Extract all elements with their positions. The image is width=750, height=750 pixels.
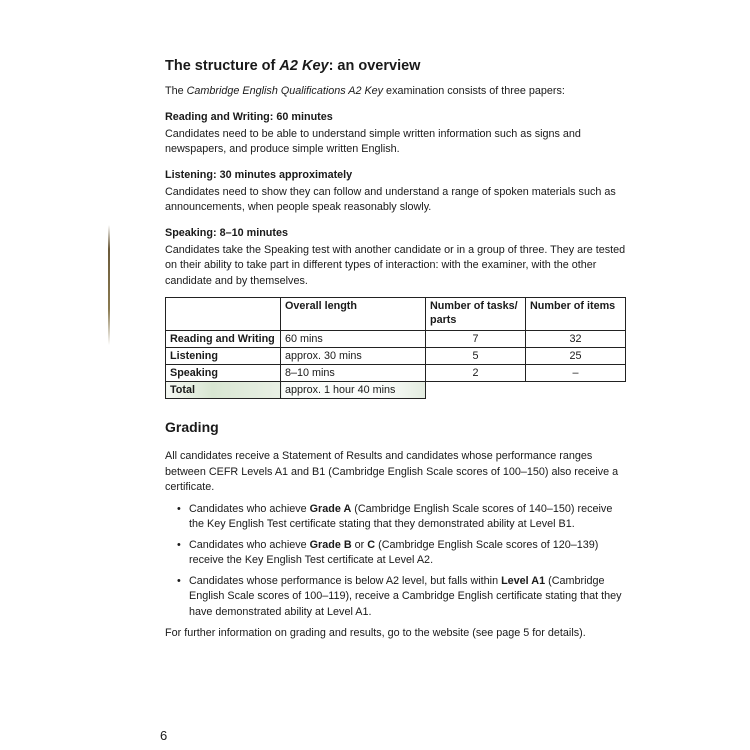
row-label: Speaking — [166, 365, 281, 382]
cell: 2 — [426, 365, 526, 382]
row-label: Total — [166, 382, 281, 399]
section-speaking — [165, 226, 630, 290]
overview-table — [165, 297, 626, 399]
section-body: Candidates need to show they can follow and understand a range of spoken materials such as announcements, when people speak reasonably slowly. — [165, 185, 616, 213]
page-number: 6 — [160, 728, 168, 743]
list-item: • Candidates whose performance is below A2 level, but falls within Level A1 (Cambridge English Scale scores of 100–119), receive a Cambridge English certificate stating that they have demonstrated ability at Level A1. — [177, 574, 630, 621]
section-listening — [165, 168, 630, 216]
table-row — [166, 365, 626, 382]
header-cell: Overall length — [281, 298, 426, 331]
grading-title: Grading — [165, 419, 219, 435]
section-title: Speaking: 8–10 minutes — [165, 226, 289, 239]
grading-footer: For further information on grading and results, go to the website (see page 5 for details). — [165, 627, 586, 639]
header-cell: Number of items — [526, 298, 626, 331]
row-label: Reading and Writing — [166, 331, 281, 348]
section-title: Listening: 30 minutes approximately — [165, 168, 353, 181]
grading-intro: All candidates receive a Statement of Results and candidates whose performance ranges between CEFR Levels A1 and B1 (Cambridge English Scale scores of 100–150) also receive a certificate. — [165, 450, 619, 493]
grading-list — [165, 502, 630, 621]
cell: 25 — [526, 348, 626, 365]
list-item: • Candidates who achieve Grade A (Cambridge English Scale scores of 140–150) receive the Key English Test certificate stating that they demonstrated ability at Level B1. — [177, 502, 630, 533]
cell: 60 mins — [281, 331, 426, 348]
intro-paragraph: The Cambridge English Qualifications A2 Key examination consists of three papers: — [165, 85, 565, 97]
scan-margin-mark — [108, 225, 110, 345]
cell: 5 — [426, 348, 526, 365]
list-item: • Candidates who achieve Grade B or C (Cambridge English Scale scores of 120–139) receive the Key English Test certificate at Level A2. — [177, 538, 630, 569]
cell: 7 — [426, 331, 526, 348]
page-title: The structure of A2 Key: an overview — [165, 58, 421, 74]
cell: 32 — [526, 331, 626, 348]
document-page — [165, 58, 630, 642]
table-total-row — [166, 382, 626, 399]
header-cell — [166, 298, 281, 331]
section-title: Reading and Writing: 60 minutes — [165, 110, 333, 123]
cell: approx. 30 mins — [281, 348, 426, 365]
cell: approx. 1 hour 40 mins — [281, 382, 426, 399]
cell: 8–10 mins — [281, 365, 426, 382]
section-reading-writing — [165, 110, 630, 158]
section-body: Candidates need to be able to understand simple written information such as signs and newspapers, and produce simple written English. — [165, 127, 581, 155]
cell: – — [526, 365, 626, 382]
section-body: Candidates take the Speaking test with another candidate or in a group of three. They are tested on their ability to take part in different types of interaction: with the examiner, with the other candidate and by themselves. — [165, 243, 626, 287]
row-label: Listening — [166, 348, 281, 365]
table-row — [166, 348, 626, 365]
header-cell: Number of tasks/ parts — [426, 298, 526, 331]
table-header-row — [166, 298, 626, 331]
table-row — [166, 331, 626, 348]
